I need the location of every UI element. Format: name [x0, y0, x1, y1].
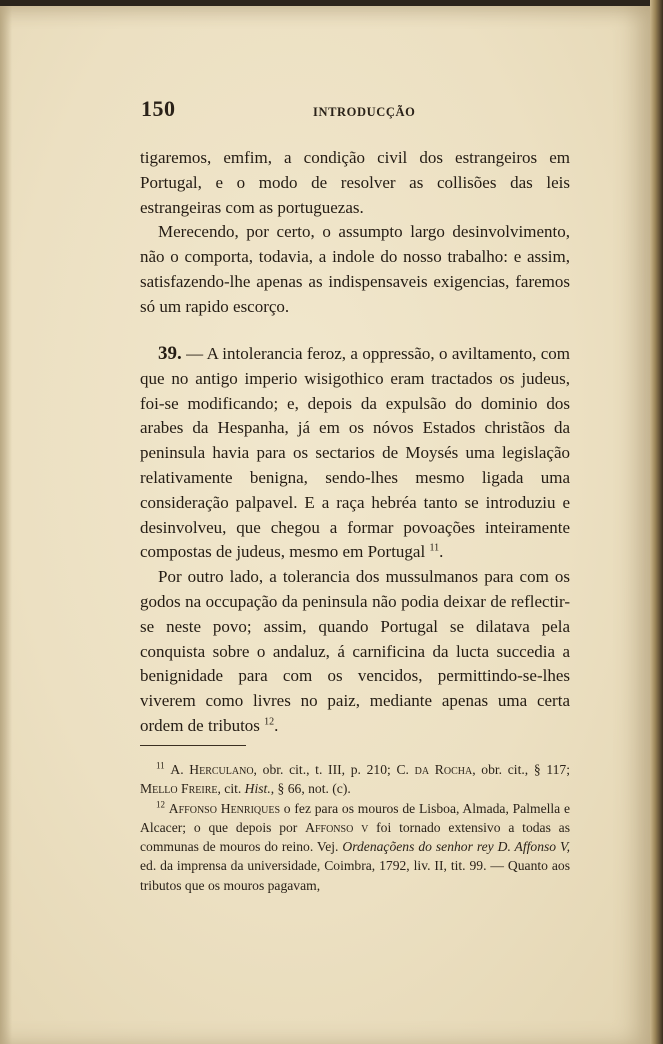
por-outro-lado-text: Por outro lado, a tolerancia dos mussulmanos para com os godos na occupação da peninsula não podia deixar de reflectir-se neste povo; assim, quando Portugal se dilatava pela conquista sobre o andaluz, á carnificina da lucta succedia a benignidade para com os vencidos, permittindo-se-lhes viverem como livres no paiz, mediante apenas uma certa ordem de tributos — [140, 567, 570, 735]
footnote-12-text-3: ed. da imprensa da universidade, Coimbra, 1792, liv. II, tit. 99. — Quanto aos tributos que os mouros pagavam, — [140, 858, 570, 893]
book-spine-edge — [650, 0, 663, 1044]
author-herculano: A. Herculano — [170, 762, 254, 777]
page-header — [141, 96, 571, 126]
section-39-block — [140, 342, 570, 739]
section-39-paragraph — [140, 342, 570, 565]
paragraph-por-outro-lado — [140, 565, 570, 739]
author-mello-freire: Mello Freire — [140, 781, 218, 797]
page-number: 150 — [141, 96, 176, 121]
footnote-11-title: Hist. — [244, 781, 271, 797]
paragraph-continuation: tigaremos, emfim, a condição civil dos estrangeiros em Portugal, e o modo de resolver as collisões das leis estrangeiras com as portuguezas. — [140, 148, 570, 217]
footnote-11-text-1: , obr. cit., t. III, p. 210; C. — [253, 762, 415, 777]
footnote-11 — [140, 760, 570, 799]
author-rocha: da Rocha — [414, 762, 473, 777]
author-affonso-v: Affonso v — [305, 819, 369, 835]
footnotes — [140, 760, 570, 895]
footnote-11-text-4: , § 66, not. (c). — [270, 781, 351, 797]
footnote-ref-11[interactable]: 11 — [429, 542, 440, 554]
author-affonso-henriques: Affonso Henriques — [168, 800, 281, 816]
running-head: INTRODUCÇÃO — [313, 105, 416, 119]
footnote-12-text-2: foi tornado extensivo a todas as communas de mouros do reino. Vej. — [140, 819, 570, 855]
footnote-rule — [140, 745, 246, 746]
footnote-number-12: 12 — [156, 799, 165, 810]
section-number: 39. — [158, 343, 182, 364]
footnote-11-text-2: , obr. cit., § 117; — [472, 762, 570, 777]
footnote-ref-12[interactable]: 12 — [264, 716, 275, 728]
footnote-12 — [140, 799, 570, 895]
por-outro-lado-end: . — [274, 715, 279, 735]
footnote-12-text-1: o fez para os mouros de Lisboa, Almada, Palmella e Alcacer; o que depois por — [140, 800, 571, 835]
section-39-text: — A intolerancia feroz, a oppressão, o aviltamento, com que no antigo imperio wisigothico eram tractados os judeus, foi-se modificando; e, depois da expulsão do dominio dos arabes da Hespanha, já em os nóvos Estados christãos da peninsula havia para os sectarios de Moysés uma legislação relativamente benigna, sendo-lhes mesmo ligada uma consideração palpavel. E a raça hebréa tanto se introduziu e desinvolveu, que chegou a formar povoações inteiramente compostas de judeus, mesmo em Portugal — [140, 344, 570, 562]
section-39-text-end: . — [439, 542, 444, 562]
footnote-11-text-3: , cit. — [217, 781, 245, 797]
paragraph-merecendo: Merecendo, por certo, o assumpto largo desinvolvimento, não o comporta, todavia, a indole do nosso trabalho: e assim, satisfazendo-lhe apenas as indispensaveis exigencias, faremos só um rapido escorço. — [140, 222, 570, 316]
top-text-block — [140, 146, 570, 320]
page-left-shadow — [0, 6, 12, 1044]
footnote-number-11: 11 — [156, 760, 165, 771]
footnote-12-title: Ordenaçõens do senhor rey D. Affonso V, — [342, 839, 570, 855]
